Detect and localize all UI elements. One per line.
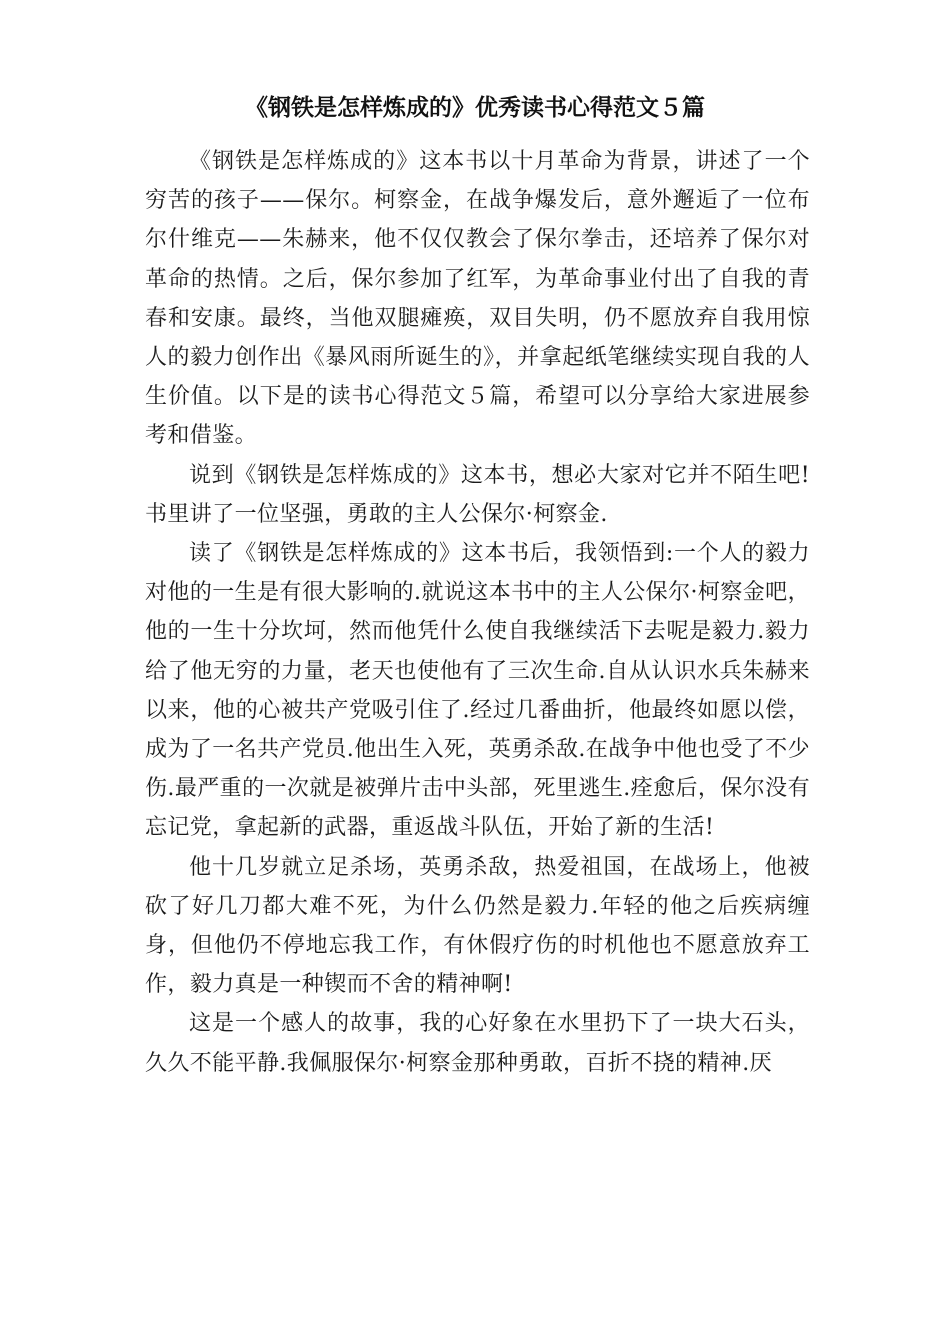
paragraph-5: 这是一个感人的故事，我的心好象在水里扔下了一块大石头，久久不能平静.我佩服保尔·柯察金那种勇敢，百折不挠的精神.厌: [145, 1011, 810, 1076]
document-body: [145, 142, 810, 1083]
document-title: 《钢铁是怎样炼成的》优秀读书心得范文５篇: [245, 94, 705, 121]
paragraph-3: 读了《钢铁是怎样炼成的》这本书后，我领悟到:一个人的毅力对他的一生是有很大影响的.就说这本书中的主人公保尔·柯察金吧，他的一生十分坎坷，然而他凭什么使自我继续活下去呢是毅力.毅力给了他无穷的力量，老天也使他有了三次生命.自从认识水兵朱赫来以来，他的心被共产党吸引住了.经过几番曲折，他最终如愿以偿，成为了一名共产党员.他出生入死，英勇杀敌.在战争中他也受了不少伤.最严重的一次就是被弹片击中头部，死里逃生.痊愈后，保尔没有忘记党，拿起新的武器，重返战斗队伍，开始了新的生活!: [145, 541, 810, 841]
paragraph-4: 他十几岁就立足杀场，英勇杀敌，热爱祖国，在战场上，他被砍了好几刀都大难不死，为什么仍然是毅力.年轻的他之后疾病缠身，但他仍不停地忘我工作，有休假疗伤的时机他也不愿意放弃工作，毅力真是一种锲而不舍的精神啊!: [145, 854, 810, 998]
paragraph-2: 说到《钢铁是怎样炼成的》这本书，想必大家对它并不陌生吧!书里讲了一位坚强，勇敢的主人公保尔·柯察金.: [145, 462, 810, 527]
paragraph-intro: 《钢铁是怎样炼成的》这本书以十月革命为背景，讲述了一个穷苦的孩子——保尔。柯察金，在战争爆发后，意外邂逅了一位布尔什维克——朱赫来，他不仅仅教会了保尔拳击，还培养了保尔对革命的热情。之后，保尔参加了红军，为革命事业付出了自我的青春和安康。最终，当他双腿瘫痪，双目失明，仍不愿放弃自我用惊人的毅力创作出《暴风雨所诞生的》，并拿起纸笔继续实现自我的人生价值。以下是的读书心得范文５篇，希望可以分享给大家进展参考和借鉴。: [145, 149, 810, 449]
